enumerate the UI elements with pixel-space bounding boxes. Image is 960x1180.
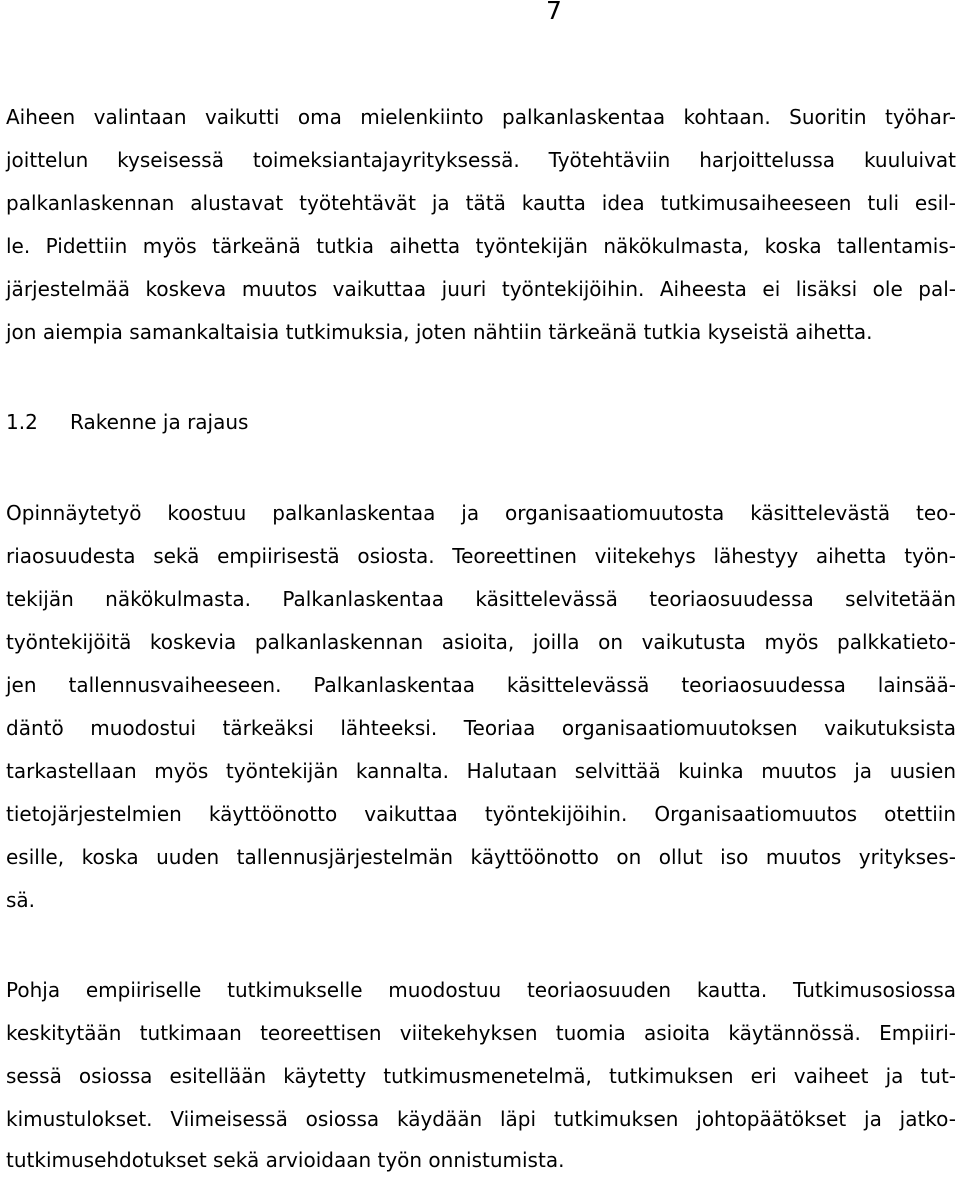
text-line: joittelun kyseisessä toimeksiantajayrityksessä. Työtehtäviin harjoittelussa kuuluivat <box>6 148 956 172</box>
text-line: palkanlaskennan alustavat työtehtävät ja tätä kautta idea tutkimusaiheeseen tuli esil- <box>6 191 956 215</box>
text-line: jon aiempia samankaltaisia tutkimuksia, joten nähtiin tärkeänä tutkia kyseistä aihetta. <box>6 320 873 344</box>
text-line: däntö muodostui tärkeäksi lähteeksi. Teoriaa organisaatiomuutoksen vaikutuksista <box>6 716 956 740</box>
text-line: tutkimusehdotukset sekä arvioidaan työn onnistumista. <box>6 1148 565 1172</box>
section-title: Rakenne ja rajaus <box>70 410 249 434</box>
text-line: tekijän näkökulmasta. Palkanlaskentaa käsittelevässä teoriaosuudessa selvitetään <box>6 587 956 611</box>
text-line: Opinnäytetyö koostuu palkanlaskentaa ja organisaatiomuutosta käsittelevästä teo- <box>6 501 956 525</box>
text-line: työntekijöitä koskevia palkanlaskennan asioita, joilla on vaikutusta myös palkkatieto- <box>6 630 956 654</box>
text-line: tietojärjestelmien käyttöönotto vaikuttaa työntekijöihin. Organisaatiomuutos otettiin <box>6 802 956 826</box>
text-line: riaosuudesta sekä empiirisestä osiosta. Teoreettinen viitekehys lähestyy aihetta työn- <box>6 544 956 568</box>
text-line: kimustulokset. Viimeisessä osiossa käydään läpi tutkimuksen johtopäätökset ja jatko- <box>6 1107 956 1131</box>
text-line: jen tallennusvaiheeseen. Palkanlaskentaa käsittelevässä teoriaosuudessa lainsää- <box>6 673 956 697</box>
text-line: Aiheen valintaan vaikutti oma mielenkiinto palkanlaskentaa kohtaan. Suoritin työhar- <box>6 105 956 129</box>
text-line: sessä osiossa esitellään käytetty tutkimusmenetelmä, tutkimuksen eri vaiheet ja tut- <box>6 1064 956 1088</box>
page-number: 7 <box>546 0 562 25</box>
text-line: Pohja empiiriselle tutkimukselle muodostuu teoriaosuuden kautta. Tutkimusosiossa <box>6 978 956 1002</box>
text-line: esille, koska uuden tallennusjärjestelmän käyttöönotto on ollut iso muutos yritykses- <box>6 845 956 869</box>
text-line: tarkastellaan myös työntekijän kannalta. Halutaan selvittää kuinka muutos ja uusien <box>6 759 956 783</box>
text-line: le. Pidettiin myös tärkeänä tutkia aihetta työntekijän näkökulmasta, koska tallentamis- <box>6 234 956 258</box>
section-number: 1.2 <box>6 410 38 434</box>
text-line: sä. <box>6 888 36 912</box>
section-heading <box>6 407 248 437</box>
text-line: järjestelmää koskeva muutos vaikuttaa juuri työntekijöihin. Aiheesta ei lisäksi ole pal- <box>6 277 956 301</box>
text-line: keskitytään tutkimaan teoreettisen viitekehyksen tuomia asioita käytännössä. Empiiri- <box>6 1021 956 1045</box>
